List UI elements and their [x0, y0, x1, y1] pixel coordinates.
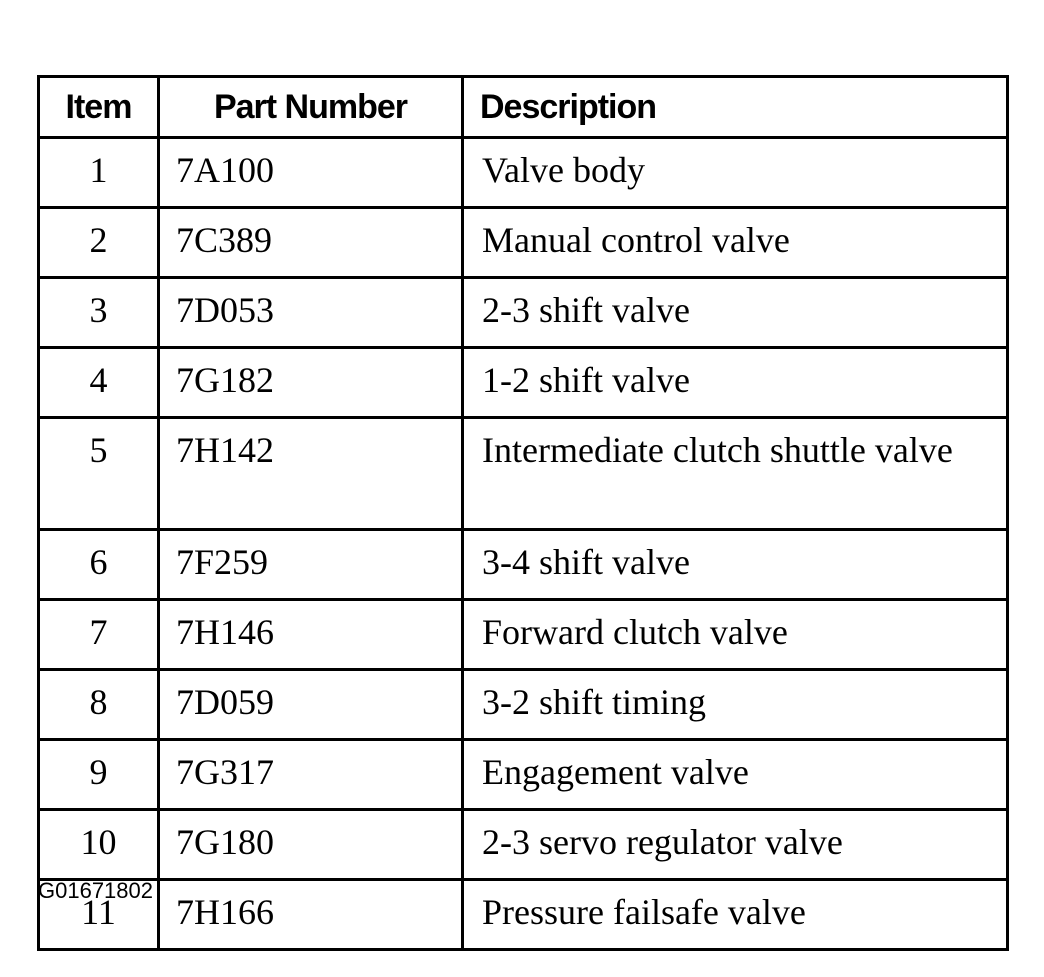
item-cell: 11 [39, 880, 159, 950]
item-cell: 8 [39, 670, 159, 740]
header-description: Description [463, 77, 1008, 138]
item-cell: 6 [39, 530, 159, 600]
item-cell: 1 [39, 138, 159, 208]
table-row [39, 348, 1008, 418]
table-row [39, 138, 1008, 208]
item-cell: 10 [39, 810, 159, 880]
description-cell: 2-3 servo regulator valve [463, 810, 1008, 880]
item-cell: 7 [39, 600, 159, 670]
description-cell: Engagement valve [463, 740, 1008, 810]
part-number-cell: 7F259 [159, 530, 463, 600]
table-row [39, 740, 1008, 810]
figure-id: G01671802 [38, 878, 153, 903]
header-item: Item [39, 77, 159, 138]
table-row [39, 278, 1008, 348]
part-number-cell: 7D053 [159, 278, 463, 348]
header-row [39, 77, 1008, 138]
item-cell: 4 [39, 348, 159, 418]
table-row [39, 880, 1008, 950]
part-number-cell: 7H146 [159, 600, 463, 670]
description-cell: Manual control valve [463, 208, 1008, 278]
table-row [39, 810, 1008, 880]
description-cell: Intermediate clutch shuttle valve [463, 418, 1008, 530]
description-cell: Forward clutch valve [463, 600, 1008, 670]
header-part-number: Part Number [159, 77, 463, 138]
table-row [39, 418, 1008, 530]
parts-table [37, 75, 1009, 951]
table-row [39, 600, 1008, 670]
part-number-cell: 7C389 [159, 208, 463, 278]
description-cell: 3-4 shift valve [463, 530, 1008, 600]
part-number-cell: 7G317 [159, 740, 463, 810]
table-row [39, 530, 1008, 600]
part-number-cell: 7H166 [159, 880, 463, 950]
item-cell: 3 [39, 278, 159, 348]
description-cell: Valve body [463, 138, 1008, 208]
item-cell: 2 [39, 208, 159, 278]
description-cell: Pressure failsafe valve [463, 880, 1008, 950]
description-cell: 1-2 shift valve [463, 348, 1008, 418]
part-number-cell: 7G182 [159, 348, 463, 418]
part-number-cell: 7H142 [159, 418, 463, 530]
item-cell: 9 [39, 740, 159, 810]
table-row [39, 670, 1008, 740]
table-row [39, 208, 1008, 278]
part-number-cell: 7A100 [159, 138, 463, 208]
item-cell: 5 [39, 418, 159, 530]
part-number-cell: 7G180 [159, 810, 463, 880]
part-number-cell: 7D059 [159, 670, 463, 740]
description-cell: 3-2 shift timing [463, 670, 1008, 740]
description-cell: 2-3 shift valve [463, 278, 1008, 348]
